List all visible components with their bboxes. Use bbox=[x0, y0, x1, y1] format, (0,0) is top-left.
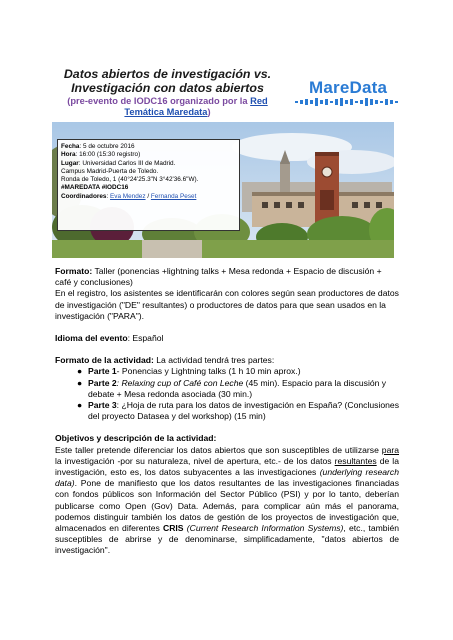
part-text: (45 min). Espacio para la discusión y debate + Mesa redonda asociada (30 min.) bbox=[88, 377, 387, 399]
info-fecha bbox=[61, 143, 236, 151]
text-run: de la investigación, esto es, los datos subyacentes a las investigaciones bbox=[55, 455, 399, 478]
text-run: Este taller pretende diferenciar los datos abiertos que son susceptibles de utilizarse bbox=[55, 444, 382, 455]
part-text: : ¿Hoja de ruta para los datos de investigación en España? (Conclusiones del proyecto Datasea y del workshop) (15 min) bbox=[88, 400, 400, 422]
text-run: . Pone de manifiesto que los datos resultantes de las investigaciones financiadas con fondos públicos son Información del Sector Público (PSI) y por lo tanto, deberían publicarse como Open (Gov) Data. Además, para complicar aún más el panorama, podemos distinguir también los datos de gestión de los proyectos de investigación que, almacenados en diferentes bbox=[55, 478, 399, 534]
logo-wave-graphic bbox=[295, 98, 401, 106]
actividad-label: Formato de la actividad: bbox=[55, 355, 154, 366]
coordinadores-label: Coordinadores bbox=[61, 192, 107, 200]
subtitle bbox=[55, 96, 280, 118]
formato-paragraph bbox=[55, 266, 399, 288]
idioma-label: Idioma del evento bbox=[55, 333, 128, 344]
underlined-text: resultantes bbox=[334, 455, 377, 466]
info-hora bbox=[61, 151, 236, 159]
part-label: Parte 2 bbox=[88, 377, 117, 388]
formato-text: Taller (ponencias +lightning talks + Mesa redonda + Espacio de discusión + café y conclusiones) bbox=[55, 266, 382, 288]
lugar-label: Lugar bbox=[61, 159, 79, 167]
actividad-paragraph bbox=[55, 355, 399, 366]
maredata-logo bbox=[295, 78, 405, 114]
list-item: ● Parte 3: ¿Hoja de ruta para los datos de investigación en España? (Conclusiones del proyecto Datasea y del workshop) (15 min) bbox=[77, 400, 400, 422]
subtitle-prefix: (pre-evento de IODC16 organizado por la bbox=[67, 96, 251, 106]
fecha-label: Fecha bbox=[61, 143, 80, 150]
actividad-intro: La actividad tendrá tres partes: bbox=[153, 355, 275, 366]
fecha-value: : 5 de octubre 2016 bbox=[79, 143, 135, 150]
text-run: la investigación -por su naturaleza, nivel de apertura, etc.- de los datos bbox=[55, 455, 335, 466]
subtitle-suffix: ) bbox=[207, 107, 211, 117]
fernanda-peset-link[interactable]: Fernanda Peset bbox=[150, 192, 197, 200]
info-campus: Campus Madrid-Puerta de Toledo. bbox=[61, 167, 159, 175]
document-body bbox=[55, 266, 399, 557]
list-item: ● Parte 1- Ponencias y Lightning talks (1 h 10 min aprox.) bbox=[77, 366, 301, 377]
hora-value: : 16:00 (15:30 registro) bbox=[75, 151, 141, 159]
hashtags-text: #MAREDATA #IODC16 bbox=[61, 184, 129, 192]
coord-join: / bbox=[145, 192, 151, 200]
info-direccion: Ronda de Toledo, 1 (40°24'25.3"N 3°42'36.6"W). bbox=[61, 176, 199, 184]
part-label: Parte 1 bbox=[88, 366, 117, 377]
coord-sep: : bbox=[106, 192, 111, 200]
document-title bbox=[55, 67, 280, 118]
part-label: Parte 3 bbox=[88, 400, 117, 411]
parts-list bbox=[55, 366, 399, 422]
hora-label: Hora bbox=[61, 151, 76, 159]
bold-text: CRIS bbox=[163, 523, 184, 534]
underlined-text: para bbox=[381, 444, 399, 455]
idioma-value: : Español bbox=[127, 333, 164, 344]
objetivos-label: Objetivos y descripción de la actividad: bbox=[55, 433, 217, 444]
part-text: - Ponencias y Lightning talks (1 h 10 min aprox.) bbox=[116, 366, 301, 377]
info-hashtags bbox=[61, 184, 236, 192]
objetivos-heading bbox=[55, 433, 399, 444]
logo-text: MareData bbox=[309, 78, 388, 97]
text-run: , etc., también susceptibles de abrirse y de denominarse, simplificadamente, "datos abiertos de investigación". bbox=[55, 523, 400, 556]
formato-label: Formato: bbox=[55, 266, 93, 276]
info-coordinadores bbox=[61, 193, 236, 201]
red-tematica-link[interactable]: Red Temática Maredata bbox=[124, 96, 268, 117]
registro-paragraph: En el registro, los asistentes se identificarán con colores según sean productores de datos de investigación ("DE" resultantes) o productores de datos para que sean usados en la investigación ("PARA"). bbox=[55, 288, 399, 321]
event-info-box bbox=[57, 139, 240, 231]
title-line-2: Investigación con datos abiertos bbox=[71, 81, 264, 95]
title-line-1: Datos abiertos de investigación vs. bbox=[63, 67, 272, 81]
lugar-value: : Universidad Carlos III de Madrid. bbox=[78, 159, 176, 167]
italic-text: (underlying research data) bbox=[55, 467, 399, 489]
italic-text: (Current Research Information Systems) bbox=[186, 523, 344, 534]
eva-mendez-link[interactable]: Eva Mendez bbox=[110, 192, 146, 200]
part-italic-text: : Relaxing cup of Café con Leche bbox=[116, 377, 244, 388]
list-item: ● Parte 2: Relaxing cup of Café con Leche (45 min). Espacio para la discusión y debate + Mesa redonda asociada (30 min.) bbox=[77, 377, 387, 399]
objetivos-paragraph bbox=[55, 445, 399, 557]
info-lugar bbox=[61, 160, 236, 168]
idioma-paragraph bbox=[55, 333, 399, 344]
